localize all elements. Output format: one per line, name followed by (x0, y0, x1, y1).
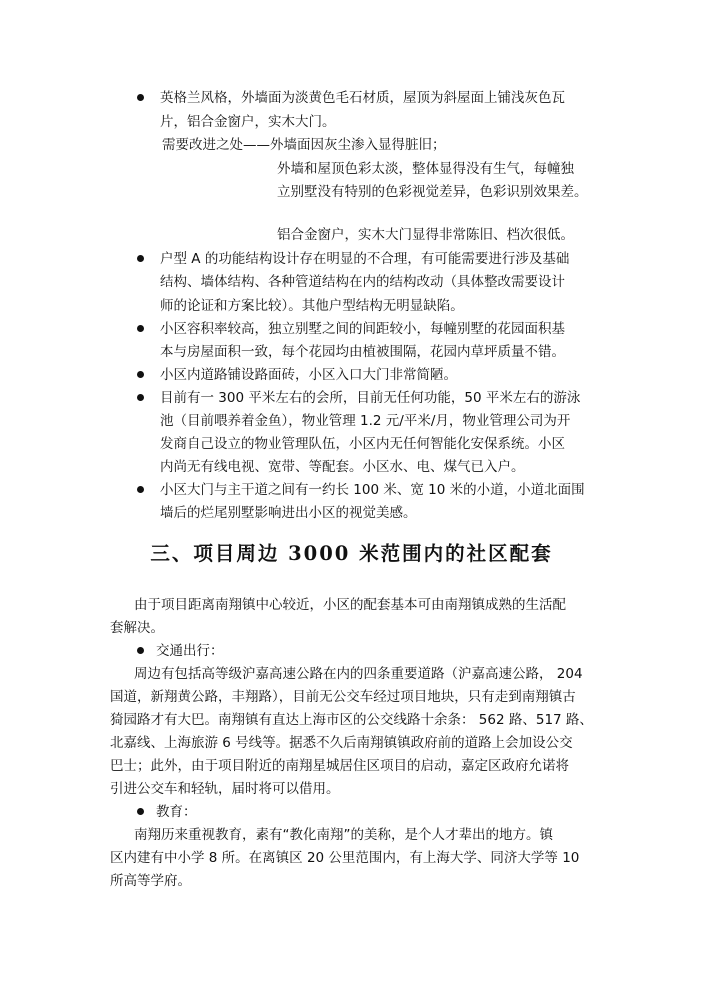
text-line: 铝合金窗户，实木大门显得非常陈旧、档次很低。 (277, 227, 574, 243)
text-line: 英格兰风格，外墙面为淡黄色毛石材质，屋顶为斜屋面上铺浅灰色瓦 (160, 90, 565, 106)
text-line: 小区大门与主干道之间有一约长 100 米、宽 10 米的小道，小道北面围 (160, 482, 585, 498)
text-line: 师的论证和方案比较）。其他户型结构无明显缺陷。 (160, 298, 464, 314)
text-line: 周边有包括高等级沪嘉高速公路在内的四条重要道路（沪嘉高速公路， 204 (134, 666, 583, 682)
text-line: 本与房屋面积一致，每个花园均由植被围隔，花园内草坪质量不错。 (160, 344, 565, 360)
text-line: 小区内道路铺设路面砖，小区入口大门非常简陋。 (160, 367, 457, 383)
bullet-dot (137, 647, 144, 654)
bullet-dot (137, 371, 144, 378)
bullet-dot (137, 94, 144, 101)
text-line: 区内建有中小学 8 所。在离镇区 20 公里范围内，有上海大学、同济大学等 10 (110, 850, 580, 866)
transport-label: 交通出行： (156, 643, 224, 659)
text-line: 国道，新翔黄公路，丰翔路），目前无公交车经过项目地块，只有走到南翔镇古 (110, 689, 576, 705)
text-line: 目前有一 300 平米左右的会所，目前无任何功能，50 平米左右的游泳 (160, 390, 581, 406)
text-line: 户型 A 的功能结构设计存在明显的不合理，有可能需要进行涉及基础 (160, 251, 570, 267)
bullet-dot (137, 808, 144, 815)
text-line: 由于项目距离南翔镇中心较近，小区的配套基本可由南翔镇成熟的生活配 (134, 597, 566, 613)
text-line: 结构、墙体结构、各种管道结构在内的结构改动（具体整改需要设计 (160, 274, 565, 290)
text-line: 巴士；此外，由于项目附近的南翔星城居住区项目的启动，嘉定区政府允诺将 (110, 758, 569, 774)
section-heading: 三、项目周边 3000 米范围内的社区配套 (150, 542, 553, 565)
text-line: 外墙和屋顶色彩太淡，整体显得没有生气，每幢独 (277, 161, 574, 177)
text-line: 小区容积率较高，独立别墅之间的间距较小，每幢别墅的花园面积基 (160, 321, 565, 337)
text-line: 发商自己设立的物业管理队伍，小区内无任何智能化安保系统。小区 (160, 436, 565, 452)
education-label: 教育： (156, 804, 197, 820)
text-line: 墙后的烂尾别墅影响进出小区的视觉美感。 (160, 505, 417, 521)
text-line: 南翔历来重视教育，素有“教化南翔”的美称，是个人才辈出的地方。镇 (134, 827, 553, 843)
text-line: 猗园路才有大巴。南翔镇有直达上海市区的公交线路十余条： 562 路、517 路、 (110, 712, 593, 728)
text-line: 引进公交车和轻轨，届时将可以借用。 (110, 781, 340, 797)
text-line: 所高等学府。 (110, 873, 191, 889)
text-line: 需要改进之处——外墙面因灰尘渗入显得脏旧； (162, 137, 446, 153)
text-line: 北嘉线、上海旅游 6 号线等。据悉不久后南翔镇镇政府前的道路上会加设公交 (110, 735, 573, 751)
bullet-dot (137, 486, 144, 493)
bullet-dot (137, 255, 144, 262)
text-line: 立别墅没有特别的色彩视觉差异，色彩识别效果差。 (277, 184, 588, 200)
text-line: 片，铝合金窗户，实木大门。 (160, 114, 336, 130)
text-line: 池（目前喂养着金鱼），物业管理 1.2 元/平米/月，物业管理公司为开 (160, 413, 571, 429)
bullet-dot (137, 325, 144, 332)
bullet-dot (137, 394, 144, 401)
text-line: 套解决。 (110, 620, 164, 636)
text-line: 内尚无有线电视、宽带、等配套。小区水、电、煤气已入户。 (160, 459, 525, 475)
